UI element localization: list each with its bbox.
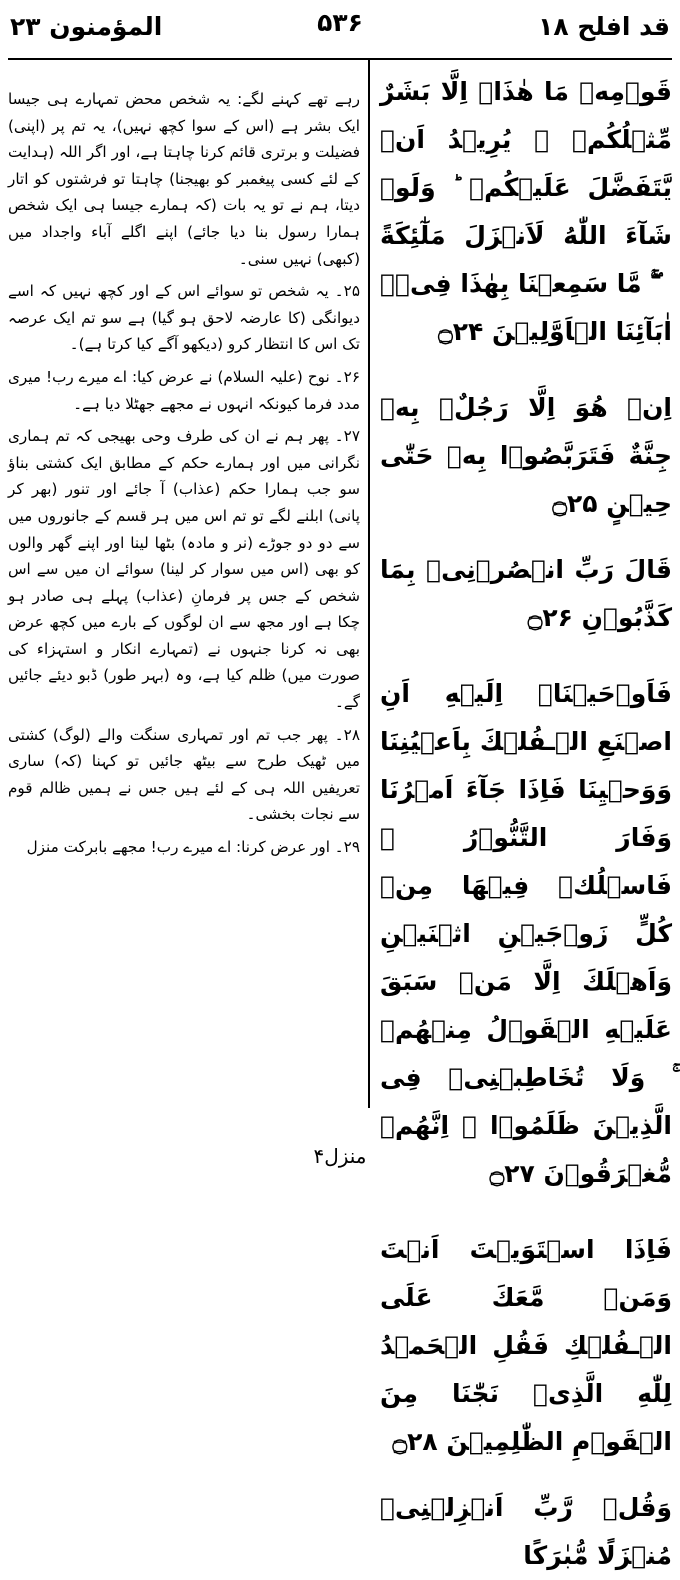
- urdu-paragraph-24: رہے تھے کہنے لگے: یہ شخص محض تمہارے ہی جیسا ایک بشر ہے (اس کے سوا کچھ نہیں)، یہ تم پر (اپنی) فضیلت و برتری قائم کرنا چاہتا ہے، اور اگر اللہ (ہدایت کے لئے کسی پیغمبر کو بھیجنا) چاہتا تو فرشتوں کو اتار دیتا، ہم نے تو یہ بات (کہ ہمارے جیسا ہی ایک شخص ہمارا رسول بنا دیا جائے) اپنے اگلے آباء واجداد میں (کبھی) نہیں سنی۔: [8, 90, 360, 268]
- urdu-translation-column: [8, 86, 360, 1108]
- page-number: ۵۳۶: [317, 8, 363, 37]
- header-rule: [8, 58, 672, 60]
- manzil-footer: منزل۴: [313, 1144, 367, 1168]
- arabic-verse-27: فَاَوۡحَيۡنَاۤ اِلَيۡهِ اَنِ اصۡنَعِ الۡـفُلۡكَ بِاَعۡيُنِنَا وَوَحۡيِنَا فَاِذَا جَآءَ اَمۡرُنَا وَفَارَ التَّنُّوۡرُ ۙ فَاسۡلُكۡ فِيۡهَا مِنۡ كُلٍّ زَوۡجَيۡنِ اثۡنَيۡنِ وَاَهۡلَكَ اِلَّا مَنۡ سَبَقَ عَلَيۡهِ الۡقَوۡلُ مِنۡهُمۡ ۚ وَلَا تُخَاطِبۡنِىۡ فِى الَّذِيۡنَ ظَلَمُوۡا ۚ اِنَّهُمۡ مُّغۡرَقُوۡنَ ۝۲۷: [380, 679, 672, 1188]
- arabic-verse-28: فَاِذَا اسۡتَوَيۡتَ اَنۡتَ وَمَنۡ مَّعَكَ عَلَى الۡـفُلۡكِ فَقُلِ الۡحَمۡدُ لِلّٰهِ الَّذِىۡ نَجّٰنَا مِنَ الۡقَوۡمِ الظّٰلِمِيۡنَ ۝۲۸: [380, 1235, 672, 1456]
- arabic-verse-25: اِنۡ هُوَ اِلَّا رَجُلٌۢ بِهٖ جِنَّةٌ فَتَرَبَّصُوۡا بِهٖ حَتّٰى حِيۡنٍ ۝۲۵: [380, 393, 672, 518]
- juz-title: قد افلح ۱۸: [538, 11, 670, 41]
- surah-title: المؤمنون ۲۳: [10, 11, 163, 41]
- urdu-paragraph-28: ۲۸۔ پھر جب تم اور تمہاری سنگت والے (لوگ) کشتی میں ٹھیک طرح سے بیٹھ جائیں تو کہنا (کہ) ساری تعریفیں اللہ ہی کے لئے ہیں جس نے ہمیں ظالم قوم سے نجات بخشی۔: [8, 725, 360, 824]
- urdu-paragraph-26: ۲۶۔ نوح (علیہ السلام) نے عرض کیا: اے میرے رب! میری مدد فرما کیونکہ انہوں نے مجھے جھٹلا دیا ہے۔: [8, 367, 360, 413]
- urdu-paragraph-25: ۲۵۔ یہ شخص تو سوائے اس کے اور کچھ نہیں کہ اسے دیوانگی (کا عارضہ لاحق ہو گیا) ہے سو تم ایک عرصہ تک اس کا انتظار کرو (دیکھو آگے کیا کرتا ہے)۔: [8, 282, 360, 354]
- arabic-verse-24: قَوۡمِهٖ مَا هٰذَاۤ اِلَّا بَشَرٌ مِّثۡلُكُمۡ ۙ يُرِيۡدُ اَنۡ يَّتَفَضَّلَ عَلَيۡكُمۡ ؕ وَلَوۡ شَآءَ اللّٰهُ لَاَنۡزَلَ مَلٰٓئِكَةً ۖۚ مَّا سَمِعۡنَا بِهٰذَا فِىۡۤ اٰبَآئِنَا الۡاَوَّلِيۡنَ ۝۲۴: [380, 77, 672, 346]
- arabic-text-column: [380, 68, 672, 1570]
- urdu-paragraph-29: ۲۹۔ اور عرض کرنا: اے میرے رب! مجھے بابرکت منزل: [26, 838, 360, 857]
- arabic-verse-29: وَقُلۡ رَّبِّ اَنۡزِلۡنِىۡ مُنۡزَلًا مُّبٰرَكًا: [380, 1493, 672, 1570]
- arabic-verse-26: قَالَ رَبِّ انۡصُرۡنِىۡ بِمَا كَذَّبُوۡنِ ۝۲۶: [380, 555, 672, 632]
- page-header: [10, 6, 670, 46]
- column-divider: [368, 58, 370, 1108]
- urdu-paragraph-27: ۲۷۔ پھر ہم نے ان کی طرف وحی بھیجی کہ تم ہماری نگرانی میں اور ہمارے حکم کے مطابق ایک کشتی بناؤ سو جب ہمارا حکم (عذاب) آ جائے اور تنور (بھر کر پانی) ابلنے لگے تو تم اس میں ہر قسم کے جانوروں میں سے دو دو جوڑے (نر و مادہ) بٹھا لینا اور اپنے گھر والوں کو بھی (اس میں سوار کر لینا) سوائے ان میں سے اس شخص کے جس پر فرمانِ (عذاب) پہلے ہی صادر ہو چکا ہے اور مجھ سے ان لوگوں کے بارے میں کچھ عرض بھی نہ کرنا جنہوں نے (تمہارے انکار و استہزاء کی صورت میں) ظلم کیا ہے، وہ (بہر طور) ڈبو دیئے جائیں گے۔: [8, 427, 360, 712]
